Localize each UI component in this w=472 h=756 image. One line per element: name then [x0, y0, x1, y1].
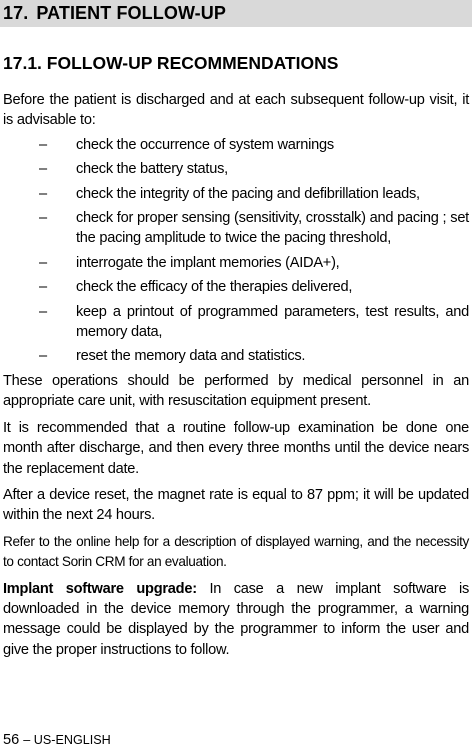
list-item: – check the integrity of the pacing and defibrillation leads, — [3, 184, 469, 204]
personnel-paragraph: These operations should be performed by medical personnel in an appropriate care unit, with resuscitation equipment present. — [3, 372, 469, 410]
dash-bullet: – — [39, 136, 47, 153]
magnet-rate-paragraph: After a device reset, the magnet rate is equal to 87 ppm; it will be updated within the next 24 hours. — [3, 486, 469, 524]
dash-bullet: – — [39, 279, 47, 296]
upgrade-paragraph — [3, 579, 469, 661]
list-item: – check for proper sensing (sensitivity, crosstalk) and pacing ; set the pacing amplitude to twice the pacing threshold, — [39, 210, 469, 247]
dash-bullet: – — [39, 185, 47, 202]
upgrade-label: Implant software upgrade: — [3, 580, 197, 597]
list-item: – check the battery status, — [3, 159, 469, 179]
upgrade-text: In case a new implant software is downloaded in the device memory through the programmer, a warning message could be displayed by the programmer to inform the user and give the proper instructions to follow. — [3, 580, 469, 658]
page-footer — [3, 730, 111, 750]
list-item: – check the efficacy of the therapies delivered, — [3, 277, 469, 297]
page-number: 56 — [3, 732, 20, 748]
list-item: – check the occurrence of system warnings — [3, 135, 469, 155]
chapter-title: PATIENT FOLLOW-UP — [36, 3, 226, 23]
dash-bullet: – — [39, 303, 47, 320]
online-help-note: Refer to the online help for a description of displayed warning, and the necessity to contact Sorin CRM for an evaluation. — [3, 533, 469, 570]
list-item: – keep a printout of programmed parameters, test results, and memory data, — [39, 303, 469, 341]
dash-bullet: – — [39, 161, 47, 178]
recommendation-list — [3, 135, 469, 367]
dash-bullet: – — [39, 254, 47, 271]
schedule-paragraph: It is recommended that a routine follow-up examination be done one month after discharge, and then every three months until the device nears the replacement date. — [3, 419, 469, 477]
intro-paragraph: Before the patient is discharged and at each subsequent follow-up visit, it is advisable to: — [3, 92, 469, 129]
chapter-number: 17. — [3, 3, 29, 23]
dash-bullet: – — [39, 210, 47, 227]
list-item: – interrogate the implant memories (AIDA+), — [3, 253, 469, 273]
document-body — [3, 90, 469, 666]
footer-language: – US-ENGLISH — [23, 733, 111, 747]
list-item: – reset the memory data and statistics. — [3, 346, 469, 366]
chapter-heading — [0, 0, 472, 27]
dash-bullet: – — [39, 348, 47, 365]
section-title: 17.1. FOLLOW-UP RECOMMENDATIONS — [3, 53, 339, 73]
